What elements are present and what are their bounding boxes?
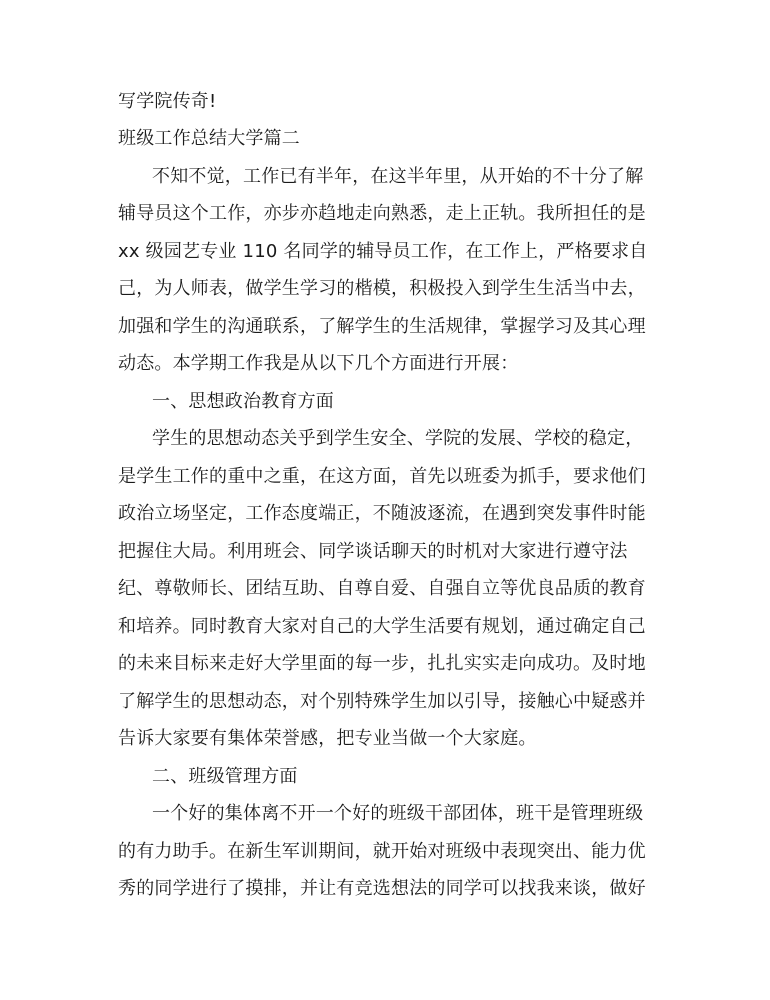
subsection-heading: 二、班级管理方面 [152, 766, 298, 787]
paragraph-line: 是学生工作的重中之重，在这方面，首先以班委为抓手，要求他们 [118, 466, 646, 487]
paragraph-line: 了解学生的思想动态，对个别特殊学生加以引导，接触心中疑惑并 [118, 691, 646, 712]
paragraph-line: xx 级园艺专业 110 名同学的辅导员工作，在工作上，严格要求自 [118, 241, 648, 262]
paragraph-line: 己，为人师表，做学生学习的楷模，积极投入到学生生活当中去， [118, 278, 646, 299]
paragraph-line: 动态。本学期工作我是从以下几个方面进行开展： [118, 353, 519, 374]
paragraph-line: 一个好的集体离不开一个好的班级干部团体，班干是管理班级 [152, 803, 644, 824]
paragraph-line: 告诉大家要有集体荣誉感，把专业当做一个大家庭。 [118, 728, 537, 749]
paragraph-line: 和培养。同时教育大家对自己的大学生活要有规划，通过确定自己 [118, 616, 646, 637]
paragraph-line: 纪、尊敬师长、团结互助、自尊自爱、自强自立等优良品质的教育 [118, 578, 646, 599]
paragraph-line: 不知不觉，工作已有半年，在这半年里，从开始的不十分了解 [152, 166, 644, 187]
paragraph-line: 秀的同学进行了摸排，并让有竞选想法的同学可以找我来谈，做好 [118, 878, 646, 899]
paragraph-line: 加强和学生的沟通联系，了解学生的生活规律，掌握学习及其心理 [118, 316, 646, 337]
paragraph-line: 的未来目标来走好大学里面的每一步，扎扎实实走向成功。及时地 [118, 653, 646, 674]
paragraph-line: 政治立场坚定，工作态度端正，不随波逐流，在遇到突发事件时能 [118, 503, 646, 524]
paragraph-line: 把握住大局。利用班会、同学谈话聊天的时机对大家进行遵守法 [118, 541, 628, 562]
paragraph-line: 辅导员这个工作，亦步亦趋地走向熟悉，走上正轨。我所担任的是 [118, 203, 646, 224]
paragraph-line: 学生的思想动态关乎到学生安全、学院的发展、学校的稳定， [152, 428, 644, 449]
section-title: 班级工作总结大学篇二 [118, 128, 300, 149]
subsection-heading: 一、思想政治教育方面 [152, 391, 334, 412]
text-line: 写学院传奇! [118, 91, 217, 112]
paragraph-line: 的有力助手。在新生军训期间，就开始对班级中表现突出、能力优 [118, 841, 646, 862]
